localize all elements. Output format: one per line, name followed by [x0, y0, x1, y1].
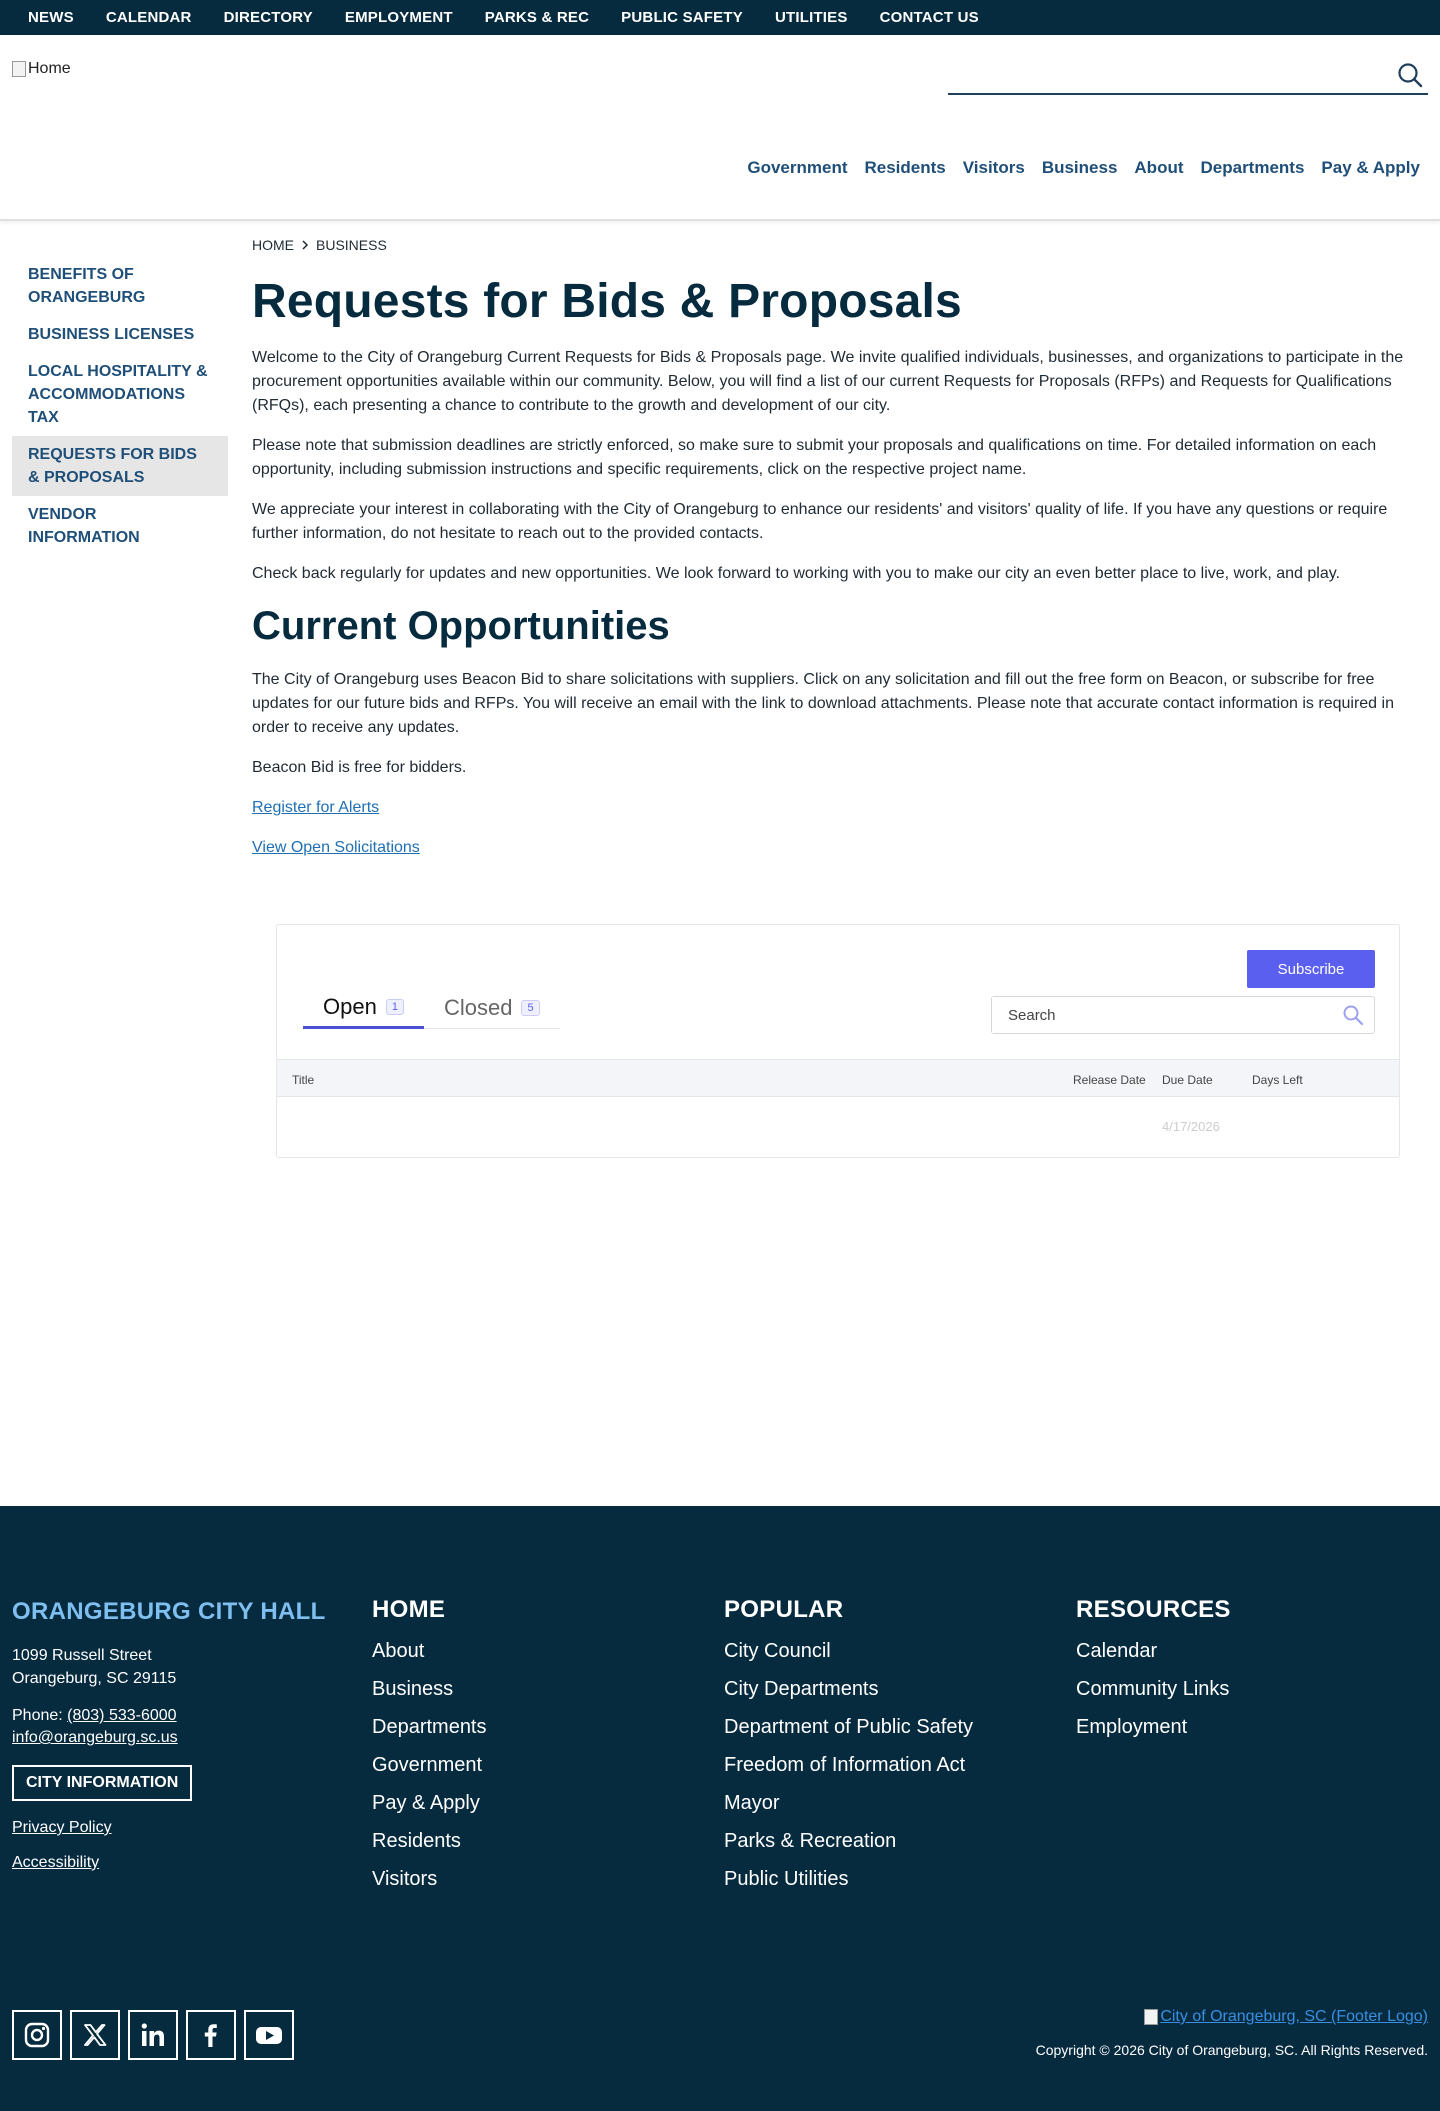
broken-image-icon — [12, 61, 26, 77]
site-header — [0, 35, 1440, 221]
intro-text — [252, 346, 1428, 586]
footer-link[interactable]: City Departments — [724, 1678, 879, 1700]
footer-link[interactable]: Pay & Apply — [372, 1792, 480, 1814]
footer-column-title: HOME — [372, 1596, 446, 1623]
footer-link[interactable]: Residents — [372, 1830, 461, 1852]
site-footer — [0, 1506, 1440, 2111]
footer-column-title: POPULAR — [724, 1596, 844, 1623]
column-header-days-left[interactable]: Days Left — [1252, 1073, 1303, 1087]
footer-link[interactable]: About — [372, 1640, 425, 1662]
footer-link[interactable]: Employment — [1076, 1716, 1188, 1738]
view-open-solicitations-link[interactable]: View Open Solicitations — [252, 839, 420, 856]
sidebar-item-requests-for-bids[interactable]: REQUESTS FOR BIDS & PROPOSALS — [12, 436, 228, 496]
footer-link[interactable]: Department of Public Safety — [724, 1716, 974, 1738]
nav-about[interactable]: About — [1134, 158, 1184, 177]
phone-label: Phone: — [12, 1707, 68, 1724]
footer-link[interactable]: Mayor — [724, 1792, 780, 1814]
tab-open-count: 1 — [386, 999, 404, 1015]
column-header-release-date[interactable]: Release Date — [1073, 1073, 1146, 1087]
opportunities-text — [252, 668, 1428, 860]
sidebar-item-vendor-information[interactable]: VENDOR INFORMATION — [28, 506, 140, 546]
sidebar-item-benefits[interactable]: BENEFITS OF ORANGEBURG — [28, 266, 146, 306]
utility-link-directory[interactable]: DIRECTORY — [223, 9, 313, 26]
main-content — [252, 236, 1428, 876]
column-header-title[interactable]: Title — [292, 1073, 315, 1087]
footer-link[interactable]: Community Links — [1076, 1678, 1230, 1700]
footer-email — [12, 1727, 342, 1749]
facebook-icon — [197, 2021, 225, 2049]
sidebar-item-hospitality-tax[interactable]: LOCAL HOSPITALITY & ACCOMMODATIONS TAX — [28, 363, 208, 426]
accessibility-link[interactable]: Accessibility — [12, 1854, 100, 1871]
utility-link-news[interactable]: NEWS — [28, 9, 74, 26]
column-header-due-date[interactable]: Due Date — [1162, 1073, 1213, 1087]
footer-logo-alt-text: City of Orangeburg, SC (Footer Logo) — [1160, 2008, 1428, 2025]
table-row[interactable] — [277, 1097, 1399, 1157]
broken-image-icon — [1144, 2009, 1158, 2025]
section-sidebar — [12, 256, 228, 556]
footer-link[interactable]: Departments — [372, 1716, 487, 1738]
footer-link[interactable]: Government — [372, 1754, 483, 1776]
footer-link[interactable]: Public Utilities — [724, 1868, 849, 1890]
footer-link[interactable]: Freedom of Information Act — [724, 1754, 966, 1776]
utility-link-employment[interactable]: EMPLOYMENT — [344, 9, 453, 26]
nav-pay-apply[interactable]: Pay & Apply — [1321, 158, 1420, 177]
utility-link-parks-rec[interactable]: PARKS & REC — [484, 9, 590, 26]
copyright-text: Copyright © 2026 City of Orangeburg, SC. All Rights Reserved. — [1035, 2042, 1428, 2058]
utility-link-public-safety[interactable]: PUBLIC SAFETY — [621, 9, 743, 26]
tab-closed-label: Closed — [443, 995, 513, 1020]
subscribe-button[interactable]: Subscribe — [1247, 950, 1375, 988]
footer-link[interactable]: Business — [372, 1678, 454, 1700]
site-search-input[interactable] — [948, 57, 1378, 91]
intro-paragraph: Please note that submission deadlines are strictly enforced, so make sure to submit your proposals and qualifications on time. For detailed information on each opportunity, including submission instructions and specific requirements, click on the respective project name. — [252, 437, 1377, 478]
chevron-right-icon — [300, 239, 310, 251]
solicitation-tabs — [303, 987, 560, 1029]
instagram-icon — [23, 2021, 51, 2049]
breadcrumb-home[interactable]: HOME — [252, 237, 294, 253]
footer-city-hall-title: ORANGEBURG CITY HALL — [12, 1598, 326, 1625]
footer-popular-column — [724, 1596, 973, 1898]
x-link[interactable] — [70, 2010, 120, 2060]
footer-link[interactable]: Calendar — [1076, 1640, 1158, 1662]
site-search — [948, 57, 1428, 95]
email-link[interactable]: info@orangeburg.sc.us — [12, 1729, 178, 1746]
address-line: 1099 Russell Street — [12, 1647, 152, 1664]
search-icon[interactable] — [1342, 1004, 1364, 1026]
section-title: Current Opportunities — [252, 604, 670, 648]
footer-contact — [12, 1598, 342, 1872]
instagram-link[interactable] — [12, 2010, 62, 2060]
utility-link-calendar[interactable]: CALENDAR — [105, 9, 192, 26]
utility-link-utilities[interactable]: UTILITIES — [774, 9, 848, 26]
city-information-button[interactable]: CITY INFORMATION — [12, 1765, 192, 1801]
breadcrumb — [252, 236, 1428, 254]
solicitation-search-input[interactable] — [992, 997, 1322, 1033]
intro-paragraph: Welcome to the City of Orangeburg Current Requests for Bids & Proposals page. We invite qualified individuals, businesses, and organizations to participate in the procurement opportunities available within our community. Below, you will find a list of our current Requests for Proposals (RFPs) and Requests for Qualifications (RFQs), each presenting a chance to contribute to the growth and development of our city. — [252, 349, 1404, 414]
opportunities-paragraph: Beacon Bid is free for bidders. — [252, 759, 467, 776]
footer-link[interactable]: City Council — [724, 1640, 831, 1662]
intro-paragraph: We appreciate your interest in collaborating with the City of Orangeburg to enhance our residents' and visitors' quality of life. If you have any questions or require further information, do not hesitate to reach out to the provided contacts. — [252, 501, 1388, 542]
breadcrumb-business[interactable]: BUSINESS — [316, 237, 387, 253]
nav-government[interactable]: Government — [747, 158, 848, 177]
footer-link[interactable]: Visitors — [372, 1868, 438, 1890]
footer-home-column — [372, 1596, 487, 1898]
table-header — [277, 1059, 1399, 1097]
intro-paragraph: Check back regularly for updates and new opportunities. We look forward to working with you to make our city an even better place to live, work, and play. — [252, 565, 1340, 582]
row-due-date: 4/17/2026 — [1162, 1119, 1220, 1134]
nav-visitors[interactable]: Visitors — [962, 158, 1025, 177]
page-title: Requests for Bids & Proposals — [252, 275, 962, 328]
footer-column-title: RESOURCES — [1076, 1596, 1231, 1623]
nav-departments[interactable]: Departments — [1200, 158, 1305, 177]
solicitations-widget — [276, 924, 1400, 1158]
x-icon — [81, 2021, 109, 2049]
logo-alt-text: Home — [28, 60, 71, 77]
phone-link[interactable]: (803) 533-6000 — [67, 1707, 177, 1724]
footer-address — [12, 1644, 342, 1690]
facebook-link[interactable] — [186, 2010, 236, 2060]
utility-bar — [0, 0, 1440, 35]
footer-phone — [12, 1704, 342, 1727]
nav-residents[interactable]: Residents — [864, 158, 946, 177]
linkedin-icon — [139, 2021, 167, 2049]
solicitation-search — [991, 996, 1375, 1034]
youtube-link[interactable] — [244, 2010, 294, 2060]
address-line: Orangeburg, SC 29115 — [12, 1670, 177, 1687]
youtube-icon — [254, 2021, 284, 2049]
search-icon[interactable] — [1396, 61, 1424, 89]
linkedin-link[interactable] — [128, 2010, 178, 2060]
utility-link-contact-us[interactable]: CONTACT US — [879, 9, 979, 26]
tab-closed-count: 5 — [521, 1000, 539, 1016]
footer-resources-column — [1076, 1596, 1231, 1746]
tab-open-label: Open — [323, 993, 377, 1019]
footer-logo-link[interactable] — [1144, 2008, 1428, 2026]
tab-closed[interactable] — [424, 987, 560, 1029]
tab-open[interactable] — [303, 987, 424, 1029]
opportunities-paragraph: The City of Orangeburg uses Beacon Bid to share solicitations with suppliers. Click on any solicitation and fill out the free form on Beacon, or subscribe for free updates for our future bids and RFPs. You will receive an email with the link to download attachments. Please note that accurate contact information is required in order to receive any updates. — [252, 671, 1394, 736]
register-alerts-link[interactable]: Register for Alerts — [252, 799, 380, 816]
privacy-policy-link[interactable]: Privacy Policy — [12, 1819, 112, 1836]
social-links — [12, 2010, 294, 2060]
sidebar-item-business-licenses[interactable]: BUSINESS LICENSES — [28, 326, 195, 343]
footer-link[interactable]: Parks & Recreation — [724, 1830, 897, 1852]
home-logo-link[interactable] — [12, 60, 71, 78]
main-nav — [747, 158, 1420, 178]
nav-business[interactable]: Business — [1041, 158, 1118, 177]
